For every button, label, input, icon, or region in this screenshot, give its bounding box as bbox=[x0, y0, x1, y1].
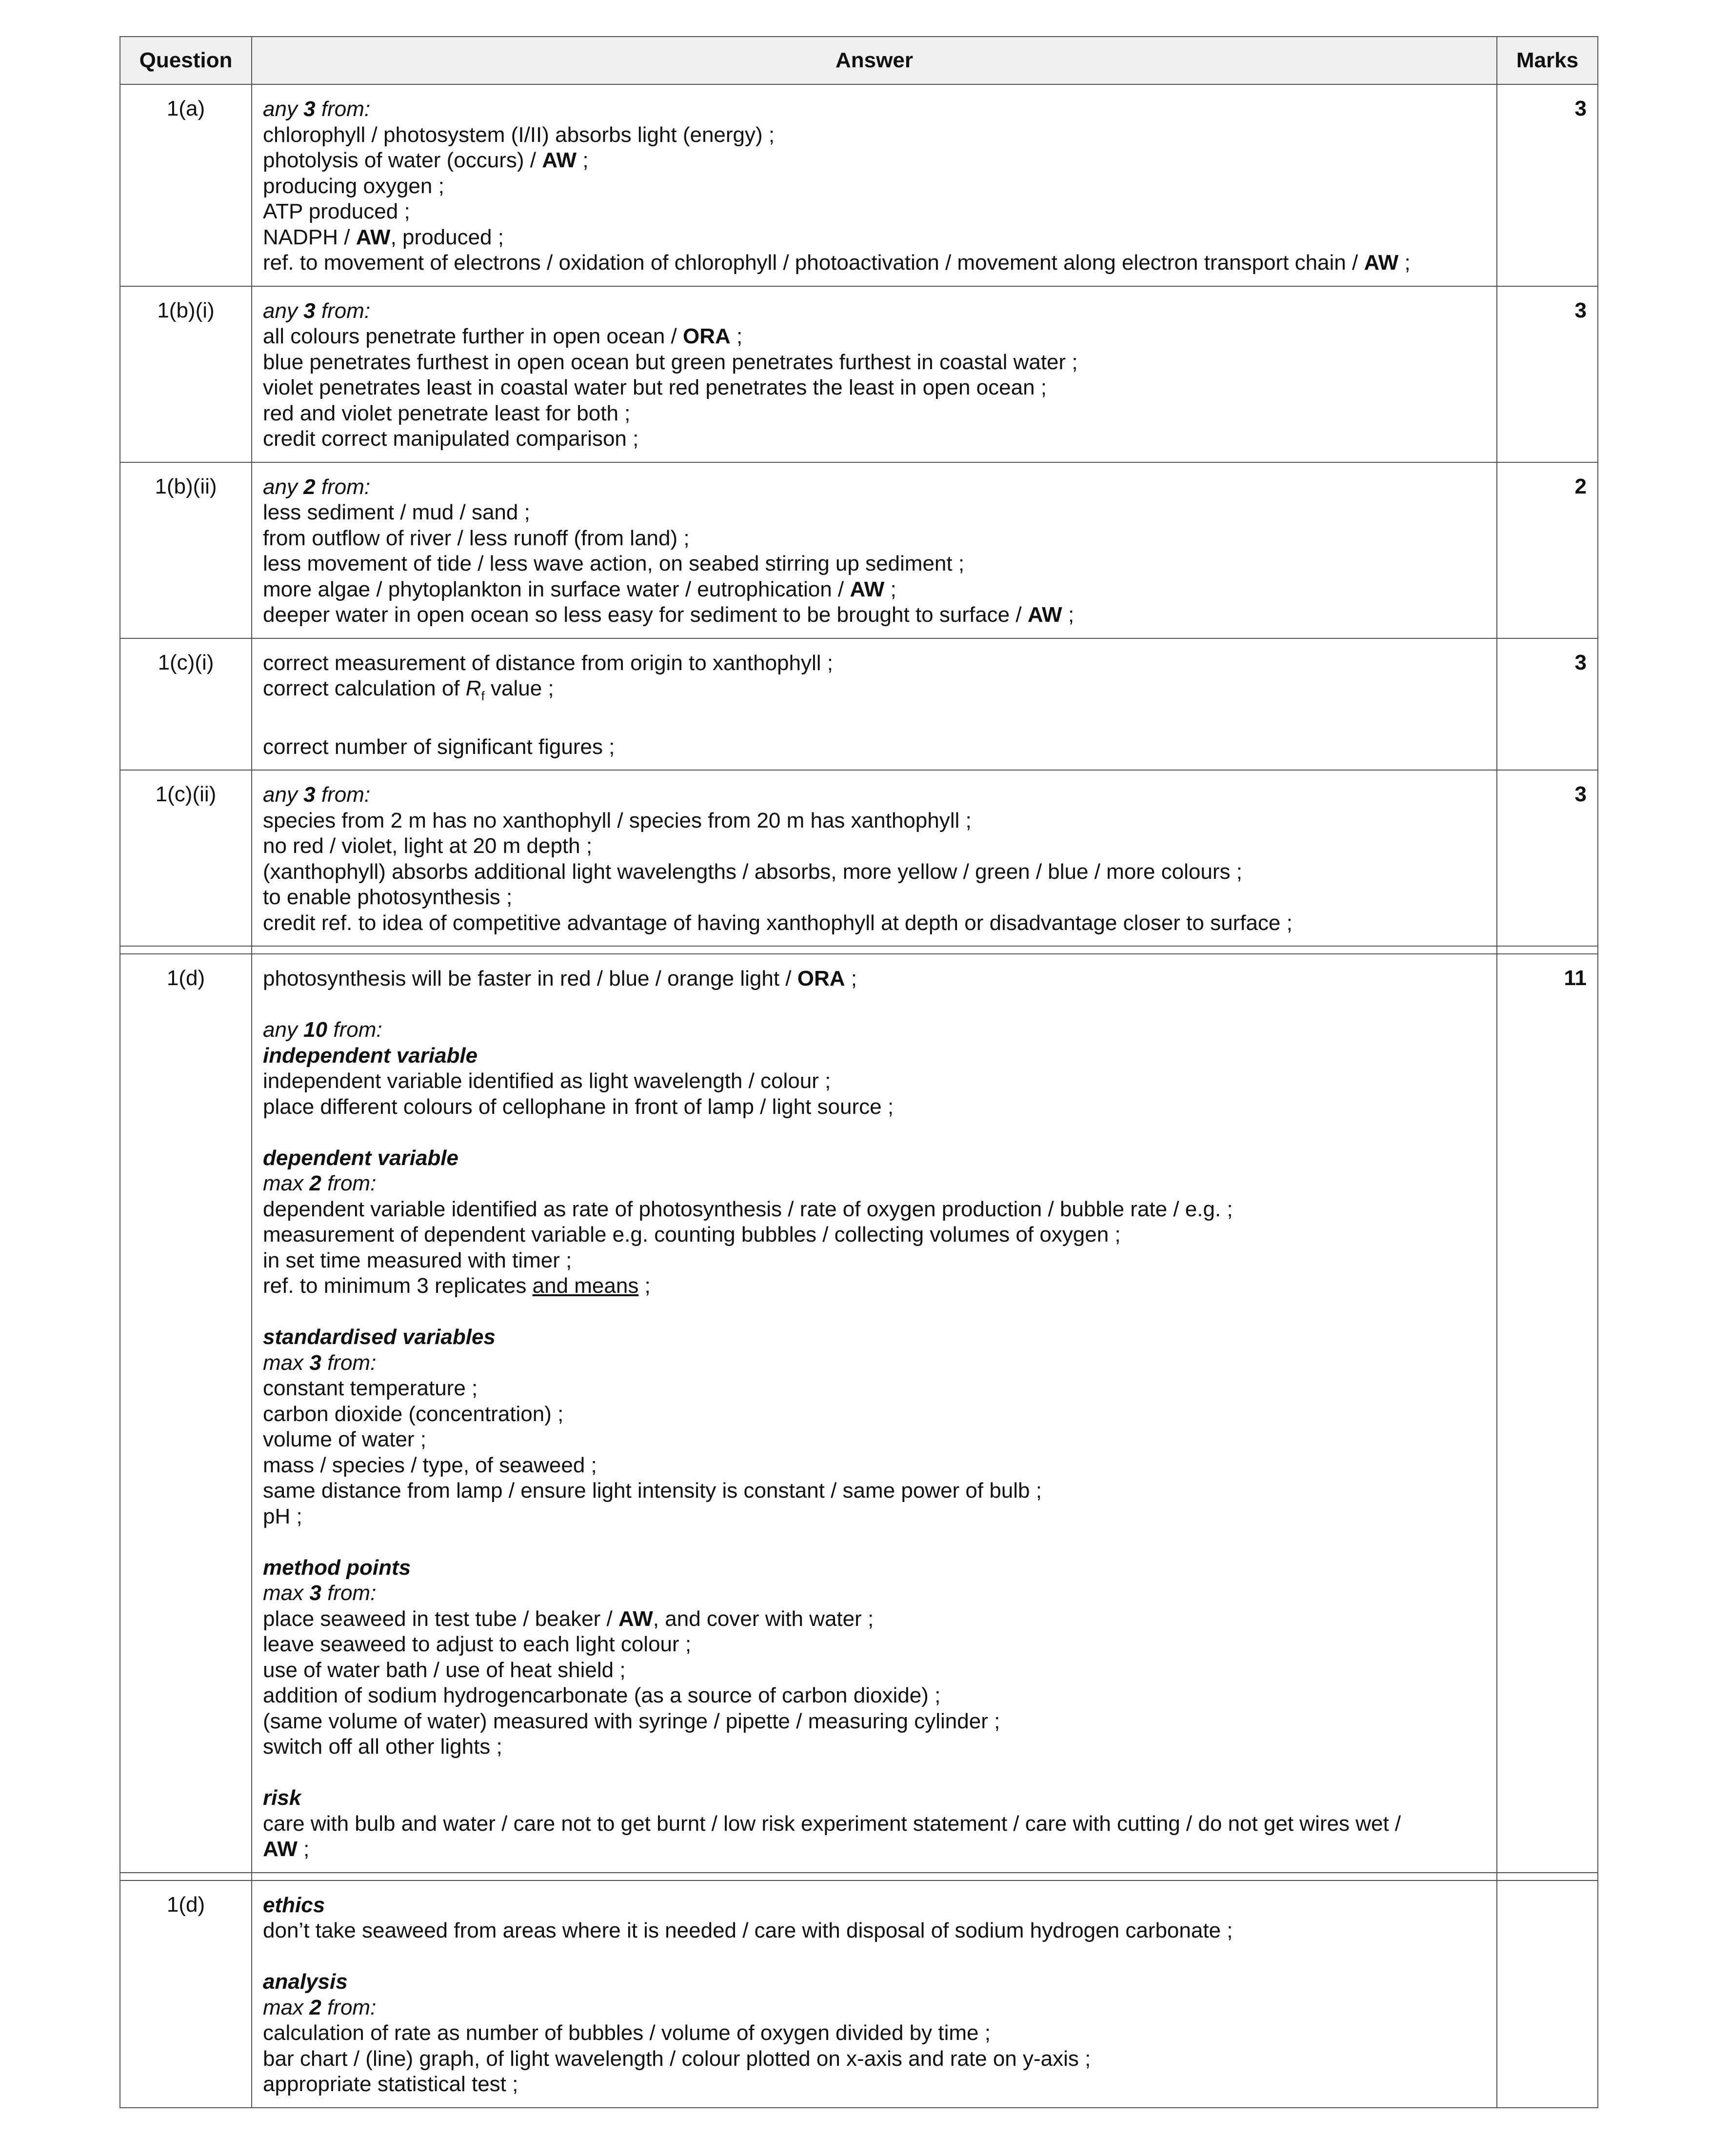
answer-text: AW bbox=[1027, 603, 1062, 627]
answer-text: any bbox=[263, 298, 304, 323]
answer-cell bbox=[252, 770, 1497, 946]
answer-text: max bbox=[263, 1350, 310, 1375]
answer-text: less sediment / mud / sand ; bbox=[263, 500, 530, 524]
answer-text: violet penetrates least in coastal water but red penetrates the least in open ocean ; bbox=[263, 376, 1047, 399]
answer-line bbox=[263, 2072, 1486, 2097]
mark-scheme-page bbox=[119, 36, 1597, 2108]
answer-text: mass / species / type, of seaweed ; bbox=[263, 1453, 597, 1477]
question-number: 1(c)(i) bbox=[120, 638, 252, 771]
answer-line bbox=[263, 1683, 1486, 1709]
question-number: 1(b)(i) bbox=[120, 286, 252, 462]
answer-line bbox=[263, 1606, 1486, 1632]
answer-line bbox=[263, 1785, 1486, 1811]
answer-text: and means bbox=[532, 1274, 639, 1298]
answer-cell bbox=[252, 638, 1497, 771]
answer-text: standardised variables bbox=[263, 1325, 496, 1349]
answer-text: measurement of dependent variable e.g. counting bubbles / collecting volumes of oxygen ; bbox=[263, 1223, 1121, 1247]
answer-text: R bbox=[465, 676, 481, 700]
separator-cell bbox=[1497, 1873, 1598, 1880]
marks-value: 3 bbox=[1497, 84, 1598, 286]
answer-text: 3 bbox=[303, 97, 316, 121]
answer-text: from outflow of river / less runoff (from land) ; bbox=[263, 526, 690, 550]
answer-text: same distance from lamp / ensure light intensity is constant / same power of bulb ; bbox=[263, 1479, 1042, 1503]
question-number: 1(d) bbox=[120, 954, 252, 1873]
marks-value: 3 bbox=[1497, 638, 1598, 771]
answer-line bbox=[263, 1504, 1486, 1530]
answer-text: AW bbox=[1364, 251, 1399, 275]
answer-text: blue penetrates furthest in open ocean but green penetrates furthest in coastal water ; bbox=[263, 350, 1078, 374]
answer-text: constant temperature ; bbox=[263, 1376, 478, 1401]
answer-text: NADPH / bbox=[263, 225, 356, 249]
answer-line bbox=[263, 1273, 1486, 1299]
answer-text: risk bbox=[263, 1786, 301, 1810]
question-number: 1(c)(ii) bbox=[120, 770, 252, 946]
answer-line bbox=[263, 1248, 1486, 1274]
blank-line bbox=[263, 1299, 1486, 1325]
answer-text: (xanthophyll) absorbs additional light wavelengths / absorbs, more yellow / green / blue / more colours ; bbox=[263, 859, 1242, 884]
answer-line bbox=[263, 375, 1486, 401]
answer-line bbox=[263, 1918, 1486, 1944]
blank-line bbox=[263, 1760, 1486, 1786]
answer-line bbox=[263, 602, 1486, 628]
answer-line bbox=[263, 1709, 1486, 1735]
answer-line bbox=[263, 1376, 1486, 1402]
answer-text: chlorophyll / photosystem (I/II) absorbs light (energy) ; bbox=[263, 122, 775, 147]
answer-text: ; bbox=[884, 577, 896, 601]
answer-line bbox=[263, 734, 1486, 760]
answer-text: max bbox=[263, 1171, 310, 1196]
answer-text: all colours penetrate further in open ocean / bbox=[263, 324, 683, 348]
answer-text: no red / violet, light at 20 m depth ; bbox=[263, 834, 593, 858]
answer-text: f bbox=[481, 688, 485, 703]
answer-text: from: bbox=[315, 475, 371, 499]
answer-line bbox=[263, 1555, 1486, 1581]
answer-text: to enable photosynthesis ; bbox=[263, 885, 513, 910]
answer-text: carbon dioxide (concentration) ; bbox=[263, 1402, 564, 1426]
answer-text: care with bulb and water / care not to get burnt / low risk experiment statement / care with cutting / do not get wires wet / bbox=[263, 1811, 1401, 1836]
separator-cell bbox=[120, 1873, 252, 1880]
answer-text: correct calculation of bbox=[263, 676, 466, 700]
marks-value: 3 bbox=[1497, 770, 1598, 946]
answer-text: use of water bath / use of heat shield ; bbox=[263, 1658, 626, 1682]
answer-cell bbox=[252, 286, 1497, 462]
answer-text: any bbox=[263, 1018, 304, 1042]
answer-line bbox=[263, 1402, 1486, 1427]
blank-line bbox=[263, 1120, 1486, 1146]
answer-line bbox=[263, 966, 1486, 992]
answer-text: correct measurement of distance from origin to xanthophyll ; bbox=[263, 651, 833, 675]
answer-text: calculation of rate as number of bubbles / volume of oxygen divided by time ; bbox=[263, 2021, 991, 2045]
answer-text: bar chart / (line) graph, of light wavelength / colour plotted on x-axis and rate on y-axis ; bbox=[263, 2046, 1091, 2071]
blank-line bbox=[263, 1529, 1486, 1555]
blank-line bbox=[263, 992, 1486, 1018]
answer-line bbox=[263, 1811, 1486, 1837]
answer-line bbox=[263, 1734, 1486, 1760]
answer-text: dependent variable identified as rate of photosynthesis / rate of oxygen production / bubble rate / e.g. ; bbox=[263, 1197, 1233, 1221]
answer-text: max bbox=[263, 1995, 310, 2019]
answer-text: 2 bbox=[309, 1171, 321, 1196]
answer-line bbox=[263, 324, 1486, 350]
answer-text: in set time measured with timer ; bbox=[263, 1248, 572, 1272]
answer-line bbox=[263, 401, 1486, 427]
answer-text: ethics bbox=[263, 1893, 325, 1917]
answer-line bbox=[263, 298, 1486, 324]
column-header-marks: Marks bbox=[1497, 37, 1598, 84]
table-body bbox=[120, 84, 1598, 2108]
answer-text: 2 bbox=[303, 475, 316, 499]
answer-text: any bbox=[263, 783, 304, 807]
answer-text: producing oxygen ; bbox=[263, 174, 444, 198]
answer-text: AW bbox=[356, 225, 391, 249]
answer-line bbox=[263, 1325, 1486, 1350]
marks-value: 3 bbox=[1497, 286, 1598, 462]
answer-text: ; bbox=[845, 967, 857, 991]
answer-text: species from 2 m has no xanthophyll / species from 20 m has xanthophyll ; bbox=[263, 808, 972, 832]
answer-line bbox=[263, 148, 1486, 174]
answer-cell bbox=[252, 1880, 1497, 2108]
answer-line bbox=[263, 1146, 1486, 1171]
answer-text: deeper water in open ocean so less easy for sediment to be brought to surface / bbox=[263, 603, 1028, 627]
table-row bbox=[120, 770, 1598, 946]
answer-line bbox=[263, 1197, 1486, 1223]
answer-line bbox=[263, 1632, 1486, 1658]
answer-text: max bbox=[263, 1581, 310, 1605]
answer-text: AW bbox=[263, 1837, 298, 1861]
answer-text: , produced ; bbox=[390, 225, 504, 249]
answer-text: don’t take seaweed from areas where it is needed / care with disposal of sodium hydrogen carbonate ; bbox=[263, 1919, 1233, 1943]
answer-line bbox=[263, 350, 1486, 376]
answer-text: 3 bbox=[303, 783, 316, 807]
answer-text: (same volume of water) measured with syringe / pipette / measuring cylinder ; bbox=[263, 1709, 1000, 1733]
answer-text: ; bbox=[297, 1837, 310, 1861]
answer-line bbox=[263, 651, 1486, 676]
answer-cell bbox=[252, 954, 1497, 1873]
blank-line bbox=[263, 1944, 1486, 1970]
answer-text: ORA bbox=[683, 324, 731, 348]
table-row bbox=[120, 954, 1598, 1873]
answer-text: more algae / phytoplankton in surface water / eutrophication / bbox=[263, 577, 850, 601]
answer-text: 10 bbox=[303, 1018, 328, 1042]
table-row bbox=[120, 1880, 1598, 2108]
answer-text: less movement of tide / less wave action, on seabed stirring up sediment ; bbox=[263, 552, 965, 575]
blank-line bbox=[263, 709, 1486, 734]
answer-line bbox=[263, 1068, 1486, 1094]
answer-line bbox=[263, 910, 1486, 936]
answer-line bbox=[263, 1427, 1486, 1453]
answer-text: ATP produced ; bbox=[263, 199, 410, 223]
answer-text: credit ref. to idea of competitive advantage of having xanthophyll at depth or disadvantage closer to surface ; bbox=[263, 910, 1293, 935]
answer-text: volume of water ; bbox=[263, 1427, 427, 1452]
table-row bbox=[120, 286, 1598, 462]
answer-line bbox=[263, 1043, 1486, 1069]
answer-line bbox=[263, 500, 1486, 526]
separator-cell bbox=[252, 946, 1497, 954]
answer-line bbox=[263, 1350, 1486, 1376]
answer-line bbox=[263, 1837, 1486, 1862]
answer-line bbox=[263, 1893, 1486, 1919]
answer-text: independent variable identified as light wavelength / colour ; bbox=[263, 1069, 831, 1093]
answer-text: photosynthesis will be faster in red / blue / orange light / bbox=[263, 967, 797, 991]
answer-text: method points bbox=[263, 1555, 411, 1580]
answer-text: AW bbox=[542, 148, 577, 172]
answer-text: ORA bbox=[797, 967, 845, 991]
answer-line bbox=[263, 808, 1486, 834]
answer-line bbox=[263, 1222, 1486, 1248]
answer-line bbox=[263, 1171, 1486, 1197]
separator-cell bbox=[252, 1873, 1497, 1880]
table-header-row bbox=[120, 37, 1598, 84]
marks-value bbox=[1497, 1880, 1598, 2108]
answer-text: ; bbox=[730, 324, 743, 348]
answer-text: from: bbox=[327, 1018, 382, 1042]
answer-text: addition of sodium hydrogencarbonate (as a source of carbon dioxide) ; bbox=[263, 1683, 941, 1708]
answer-text: AW bbox=[850, 577, 885, 601]
table-row bbox=[120, 462, 1598, 638]
answer-line bbox=[263, 833, 1486, 859]
answer-line bbox=[263, 885, 1486, 910]
answer-text: ; bbox=[1062, 603, 1074, 627]
table-row bbox=[120, 84, 1598, 286]
answer-text: correct number of significant figures ; bbox=[263, 734, 615, 759]
answer-line bbox=[263, 2020, 1486, 2046]
answer-text: ref. to minimum 3 replicates bbox=[263, 1274, 533, 1298]
marks-value: 11 bbox=[1497, 954, 1598, 1873]
answer-text: ; bbox=[577, 148, 589, 172]
answer-line bbox=[263, 199, 1486, 225]
answer-text: 3 bbox=[309, 1350, 321, 1375]
answer-line bbox=[263, 1581, 1486, 1606]
section-separator bbox=[120, 946, 1598, 954]
marks-value: 2 bbox=[1497, 462, 1598, 638]
answer-text: credit correct manipulated comparison ; bbox=[263, 427, 639, 451]
question-number: 1(b)(ii) bbox=[120, 462, 252, 638]
answer-line bbox=[263, 577, 1486, 603]
answer-line bbox=[263, 1995, 1486, 2021]
question-number: 1(d) bbox=[120, 1880, 252, 2108]
answer-line bbox=[263, 122, 1486, 148]
answer-line bbox=[263, 526, 1486, 552]
question-number: 1(a) bbox=[120, 84, 252, 286]
answer-text: 3 bbox=[303, 298, 316, 323]
answer-line bbox=[263, 1969, 1486, 1995]
answer-text: ; bbox=[638, 1274, 651, 1298]
table-row bbox=[120, 638, 1598, 771]
answer-text: from: bbox=[315, 97, 371, 121]
answer-text: any bbox=[263, 475, 304, 499]
section-separator bbox=[120, 1873, 1598, 1880]
answer-text: dependent variable bbox=[263, 1146, 459, 1170]
answer-text: place seaweed in test tube / beaker / bbox=[263, 1606, 618, 1631]
answer-cell bbox=[252, 84, 1497, 286]
answer-line bbox=[263, 782, 1486, 808]
answer-text: 3 bbox=[309, 1581, 321, 1605]
answer-line bbox=[263, 250, 1486, 276]
answer-text: photolysis of water (occurs) / bbox=[263, 148, 542, 172]
answer-line bbox=[263, 1478, 1486, 1504]
answer-text: from: bbox=[315, 783, 371, 807]
answer-line bbox=[263, 1453, 1486, 1479]
separator-cell bbox=[1497, 946, 1598, 954]
separator-cell bbox=[120, 946, 252, 954]
answer-line bbox=[263, 551, 1486, 577]
answer-text: leave seaweed to adjust to each light colour ; bbox=[263, 1632, 692, 1657]
column-header-answer: Answer bbox=[252, 37, 1497, 84]
answer-text: from: bbox=[321, 1581, 377, 1605]
answer-line bbox=[263, 475, 1486, 500]
answer-text: 2 bbox=[309, 1995, 321, 2019]
answer-text: analysis bbox=[263, 1970, 348, 1994]
answer-text: switch off all other lights ; bbox=[263, 1735, 502, 1759]
answer-text: red and violet penetrate least for both ; bbox=[263, 401, 631, 425]
answer-line bbox=[263, 426, 1486, 452]
answer-text: , and cover with water ; bbox=[653, 1606, 874, 1631]
answer-line bbox=[263, 859, 1486, 885]
answer-line bbox=[263, 97, 1486, 122]
answer-line bbox=[263, 1017, 1486, 1043]
answer-text: ; bbox=[1398, 251, 1411, 275]
answer-line bbox=[263, 1658, 1486, 1683]
answer-line bbox=[263, 1094, 1486, 1120]
answer-text: pH ; bbox=[263, 1504, 302, 1528]
answer-text: place different colours of cellophane in front of lamp / light source ; bbox=[263, 1094, 894, 1119]
answer-text: independent variable bbox=[263, 1043, 478, 1068]
answer-text: from: bbox=[321, 1995, 377, 2019]
answer-line bbox=[263, 225, 1486, 251]
answer-cell bbox=[252, 462, 1497, 638]
answer-text: from: bbox=[321, 1171, 377, 1196]
answer-text: any bbox=[263, 97, 304, 121]
answer-text: ref. to movement of electrons / oxidation of chlorophyll / photoactivation / movement along electron transport chain / bbox=[263, 251, 1364, 275]
answer-line bbox=[263, 2046, 1486, 2072]
column-header-question: Question bbox=[120, 37, 252, 84]
mark-scheme-table bbox=[119, 36, 1598, 2108]
answer-text: AW bbox=[618, 1606, 653, 1631]
answer-text: from: bbox=[315, 298, 371, 323]
answer-line bbox=[263, 676, 1486, 709]
answer-text: value ; bbox=[484, 676, 554, 700]
answer-line bbox=[263, 174, 1486, 199]
answer-text: from: bbox=[321, 1350, 377, 1375]
answer-text: appropriate statistical test ; bbox=[263, 2072, 518, 2097]
